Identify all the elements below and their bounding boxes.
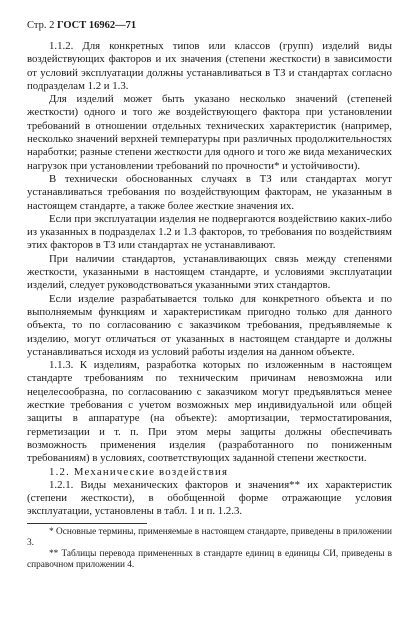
paragraph: При наличии стандартов, устанавливающих связь между степенями жесткости, указанными в настоящем стандарте, и условиями эксплуатации изделий, следует руководствоваться указанными этих стандартов.: [27, 252, 392, 292]
body-text: [27, 40, 392, 519]
footnote: * Основные термины, применяемые в настоящем стандарте, приведены в приложении 3.: [27, 526, 392, 548]
paragraph: 1.1.3. К изделиям, разработка которых по изложенным в настоящем стандарте требованиям по техническим причинам невозможна или нецелесообразна, по согласованию с заказчиком могут предъявляться менее жесткие требования с учетом возможных мер индивидуальной или общей защиты в аппаратуре (на объекте): амортизации, термостатирования, герметизации и т. п. При этом меры защиты должны обеспечивать возможность применения изделия (разработанного по пониженным требованиям) в условиях, соответствующих заданной степени жесткости.: [27, 359, 392, 465]
standard-number: ГОСТ 16962—71: [56, 20, 137, 31]
paragraph: 1.2.1. Виды механических факторов и значения** их характеристик (степени жесткости), в обобщенной форме отражающие условия эксплуатации, установлены в табл. 1 и п. 1.2.3.: [27, 478, 392, 518]
paragraph: 1.1.2. Для конкретных типов или классов (групп) изделий виды воздействующих факторов и их значения (степени жесткости) в зависимости от условий эксплуатации должны устанавливаться в ТЗ и стандартах согласно подразделам 1.2 и 1.3.: [27, 40, 392, 92]
paragraph: Если изделие разрабатывается только для конкретного объекта и по выполняемым функциям и характеристикам пригодно только для данного объекта, то по согласованию с заказчиком требования, предъявляемые к изделию, могут отличаться от указанных в настоящем стандарте и должны устанавливаться исходя из условий работы изделия на данном объекте.: [27, 292, 392, 358]
footnotes: [27, 527, 392, 572]
footnote-divider: [27, 523, 147, 524]
paragraph: Если при эксплуатации изделия не подвергаются воздействию каких-либо из указанных в подразделах 1.2 и 1.3 факторов, то требования по воздействиям этих факторов в ТЗ или стандартах не устанавливают.: [27, 212, 392, 252]
paragraph: В технически обоснованных случаях в ТЗ или стандартах могут устанавливаться требования по воздействующим факторам, не указанным в настоящем стандарте, а также более жесткие значения их.: [27, 172, 392, 212]
page-header: [27, 20, 392, 31]
paragraph: Для изделий может быть указано несколько значений (степеней жесткости) одного и того же воздействующего фактора при установлении требований в отношении отдельных технических характеристик (например, несколько значений верхней температуры при различных продолжительностях наработки; разные степени жесткости для одного и того же вида механических нагрузок при установлении требований по прочности* и устойчивости).: [27, 93, 392, 172]
page-number: Стр. 2: [27, 20, 55, 31]
footnote: ** Таблицы перевода примененных в стандарте единиц в единицы СИ, приведены в справочном приложении 4.: [27, 549, 392, 571]
section-heading: 1.2. Механические воздействия: [49, 465, 229, 478]
